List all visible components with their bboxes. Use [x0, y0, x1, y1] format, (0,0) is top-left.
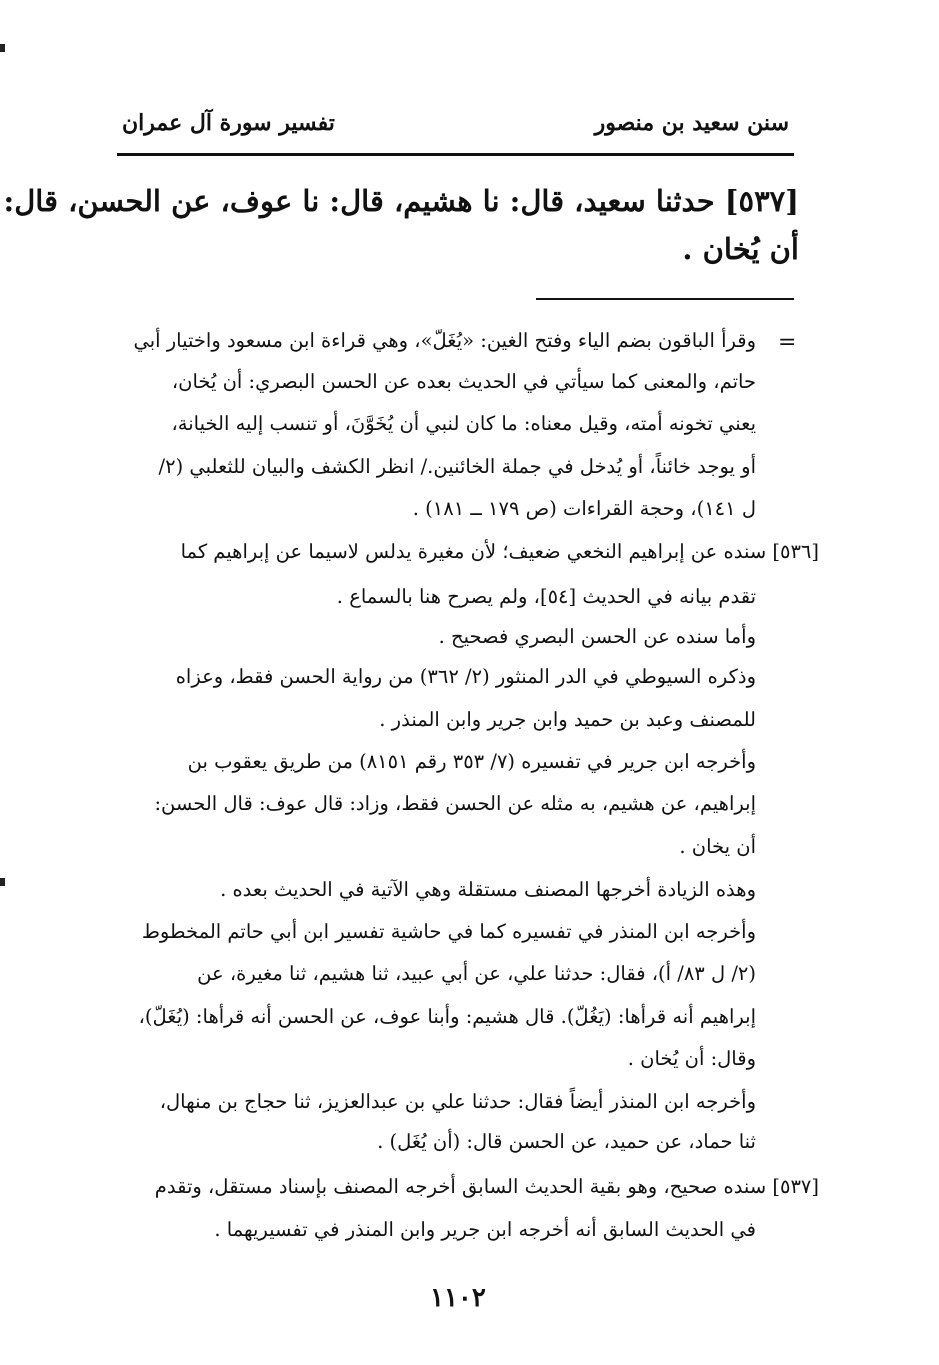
footnote-line: تقدم بيانه في الحديث [٥٤]، ولم يصرح هنا بالسماع . — [336, 585, 756, 608]
footnote-line: أن يخان . — [679, 835, 756, 858]
footnote-separator — [536, 298, 794, 300]
footnote-line: ل ١٤١)، وحجة القراءات (ص ١٧٩ ــ ١٨١) . — [412, 497, 756, 520]
hadith-text-line-1: [٥٣٧] حدثنا سعيد، قال: نا هشيم، قال: نا عوف، عن الحسن، قال: — [3, 184, 799, 218]
footnote-line: في الحديث السابق أنه أخرجه ابن جرير وابن المنذر في تفسيريهما . — [214, 1218, 756, 1241]
footnote-line: (٢/ ل ٨٣/ أ)، فقال: حدثنا علي، عن أبي عبيد، ثنا هشيم، ثنا مغيرة، عن — [197, 962, 756, 985]
footnote-537-line: [٥٣٧] سنده صحيح، وهو بقية الحديث السابق أخرجه المصنف بإسناد مستقل، وتقدم — [154, 1175, 819, 1198]
footnote-line: أو يوجد خائناً، أو يُدخل في جملة الخائنين./ انظر الكشف والبيان للثعلبي (٢/ — [158, 455, 756, 478]
footnote-line: وهذه الزيادة أخرجها المصنف مستقلة وهي الآتية في الحديث بعده . — [220, 878, 756, 901]
footnote-line: وقرأ الباقون بضم الياء وفتح الغين: «يُغَلّ»، وهي قراءة ابن مسعود واختيار أبي — [133, 329, 756, 352]
footnote-line: حاتم، والمعنى كما سيأتي في الحديث بعده عن الحسن البصري: أن يُخان، — [171, 370, 756, 393]
footnote-continuation-marker: = — [778, 330, 797, 355]
footnote-line: وذكره السيوطي في الدر المنثور (٢/ ٣٦٢) من رواية الحسن فقط، وعزاه — [175, 665, 756, 688]
footnote-line: وقال: أن يُخان . — [627, 1047, 756, 1070]
footnote-line: للمصنف وعبد بن حميد وابن جرير وابن المنذر . — [379, 708, 756, 731]
page-number: ١١٠٢ — [430, 1283, 486, 1313]
scan-mark-mid-left — [0, 878, 5, 886]
footnote-line: وأخرجه ابن جرير في تفسيره (٧/ ٣٥٣ رقم ٨١٥١) من طريق يعقوب بن — [187, 750, 756, 773]
scan-mark-top-left — [0, 44, 5, 52]
footnote-line: يعني تخونه أمته، وقيل معناه: ما كان لنبي أن يُخَوَّنَ، أو تنسب إليه الخيانة، — [171, 412, 756, 435]
hadith-text-line-2: أن يُخان . — [682, 232, 799, 266]
footnote-line: وأخرجه ابن المنذر أيضاً فقال: حدثنا علي بن عبدالعزيز، ثنا حجاج بن منهال، — [159, 1090, 756, 1113]
footnote-line: وأخرجه ابن المنذر في تفسيره كما في حاشية تفسير ابن أبي حاتم المخطوط — [141, 920, 756, 943]
footnote-line: إبراهيم، عن هشيم، به مثله عن الحسن فقط، وزاد: قال عوف: قال الحسن: — [154, 792, 756, 815]
footnote-line: وأما سنده عن الحسن البصري فصحيح . — [438, 625, 756, 648]
footnote-536-line: [٥٣٦] سنده عن إبراهيم النخعي ضعيف؛ لأن مغيرة يدلس لاسيما عن إبراهيم كما — [180, 540, 819, 563]
header-rule — [117, 153, 794, 156]
running-header-book-title: سنن سعيد بن منصور — [594, 110, 789, 136]
running-header-section-title: تفسير سورة آل عمران — [122, 110, 335, 136]
footnote-line: إبراهيم أنه قرأها: (يَغُلّ). قال هشيم: وأبنا عوف، عن الحسن أنه قرأها: (يُغَلّ)، — [138, 1005, 756, 1028]
footnote-line: ثنا حماد، عن حميد، عن الحسن قال: (أن يُغَل) . — [377, 1130, 756, 1153]
